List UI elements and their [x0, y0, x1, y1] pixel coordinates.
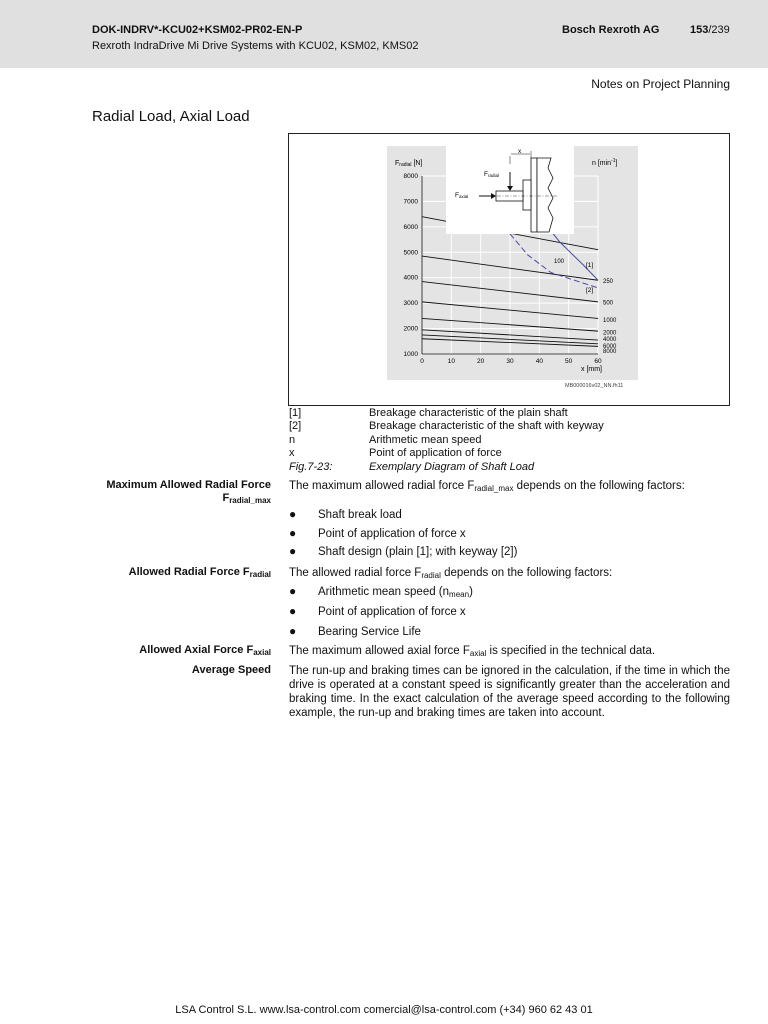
- inset-x-label: x: [518, 148, 522, 155]
- section-name: Notes on Project Planning: [591, 77, 730, 91]
- figure-caption-text: Exemplary Diagram of Shaft Load: [369, 460, 535, 473]
- break-curve-1-label: [1]: [586, 262, 594, 269]
- page-total: /239: [708, 24, 730, 36]
- inset-fradial-label: Fradial: [484, 171, 499, 178]
- legend-key: [1]: [289, 407, 302, 419]
- y-tick-label: 8000: [403, 173, 418, 180]
- y-tick-label: 4000: [403, 274, 418, 282]
- legend-key: [2]: [289, 420, 302, 433]
- page-footer: LSA Control S.L. www.lsa-control.com comercial@lsa-control.com (+34) 960 62 43 01: [175, 1004, 593, 1016]
- speed-label-1000: 1000: [603, 317, 617, 324]
- figure-code: MB000016v02_NN.fh11: [565, 383, 624, 389]
- figure-number: Fig.7-23:: [289, 460, 333, 473]
- legend-text: Breakage characteristic of the shaft with keyway: [369, 420, 604, 433]
- page-header: [0, 0, 768, 68]
- legend-key: x: [289, 447, 295, 460]
- bullet-icon: ●: [289, 544, 297, 558]
- legend-key: n: [289, 433, 296, 446]
- speed-label-6000: 6000: [603, 343, 617, 350]
- legend-text: Breakage characteristic of the plain shaft: [369, 407, 568, 419]
- inset-faxial-label: Faxial: [455, 192, 469, 199]
- company-name: Bosch Rexroth AG: [562, 24, 660, 36]
- y-axis-title: Fradial [N]: [395, 160, 423, 168]
- max-radial-force-label: Maximum Allowed Radial Force $F_{radial\_max}$: [106, 479, 271, 505]
- x-tick-label: 10: [447, 358, 455, 365]
- y-tick-label: 7000: [403, 198, 418, 206]
- x-axis-title: x [mm]: [581, 366, 602, 373]
- break-curve-2-label: [2]: [586, 287, 594, 294]
- bullet-icon: ●: [289, 507, 297, 521]
- legend-item: [289, 407, 604, 420]
- document-id: DOK-INDRV*-KCU02+KSM02-PR02-EN-P: [92, 24, 303, 36]
- speed-axis-title: n $[\min^{-1}]$: [592, 158, 618, 167]
- average-speed-text: The run-up and braking times can be ignored in the calculation, if the time in which the drive is operated at a constant speed is significantly greater than the acceleration and braking time. In the exact calculation of the average speed according to the following example, the run-up and braking times are taken into account.: [289, 665, 730, 719]
- bullet-icon: ●: [289, 584, 297, 598]
- y-tick-label: 1000: [403, 351, 418, 358]
- max-radial-force-text: The maximum allowed radial force $F_{radial\_max}$ depends on the following factors:: [289, 480, 685, 493]
- allowed-radial-force-text: The allowed radial force $F_{radial}$ depends on the following factors:: [289, 567, 613, 580]
- page-current: 153: [690, 24, 709, 36]
- legend-text: Point of application of force: [369, 447, 502, 460]
- document-subtitle: Rexroth IndraDrive Mi Drive Systems with KCU02, KSM02, KMS02: [92, 40, 419, 52]
- shaft-load-chart: [289, 134, 729, 405]
- x-tick-label: 50: [565, 358, 573, 365]
- x-tick-label: 20: [477, 358, 485, 365]
- allowed-axial-force-label: Allowed Axial Force $F_{axial}$: [139, 644, 271, 657]
- speed-label-500: 500: [603, 300, 614, 307]
- y-tick-label: 2000: [403, 325, 418, 333]
- speed-label-250: 250: [603, 278, 614, 285]
- figure-caption: [289, 461, 604, 474]
- speed-label-4000: 4000: [603, 337, 617, 344]
- page-number: [690, 24, 730, 36]
- legend-item: [289, 420, 604, 433]
- y-tick-label: 3000: [403, 300, 418, 308]
- x-tick-label: 0: [420, 358, 424, 365]
- allowed-axial-force-text: The maximum allowed axial force $F_{axial}$ is specified in the technical data.: [289, 645, 656, 658]
- figure-legend: [289, 407, 604, 474]
- figure-box: [288, 133, 730, 406]
- x-tick-label: 30: [506, 358, 514, 365]
- shaft-inset-drawing: [446, 146, 574, 234]
- speed-label-8000: 8000: [603, 348, 617, 355]
- average-speed-label: Average Speed: [191, 664, 271, 676]
- bullet-icon: ●: [289, 624, 297, 638]
- speed-label-100: 100: [554, 259, 565, 266]
- y-tick-label: 6000: [403, 223, 418, 231]
- legend-text: Arithmetic mean speed: [369, 433, 482, 446]
- bullet-icon: ●: [289, 526, 297, 540]
- legend-item: [289, 434, 604, 447]
- allowed-radial-force-label: Allowed Radial Force $F_{radial}$: [128, 566, 271, 579]
- legend-item: [289, 447, 604, 460]
- y-tick-label: 5000: [403, 249, 418, 257]
- bullet-icon: ●: [289, 604, 297, 618]
- speed-label-2000: 2000: [603, 330, 617, 337]
- page-title: Radial Load, Axial Load: [92, 108, 250, 125]
- x-tick-label: 60: [594, 358, 602, 365]
- x-tick-label: 40: [535, 358, 543, 365]
